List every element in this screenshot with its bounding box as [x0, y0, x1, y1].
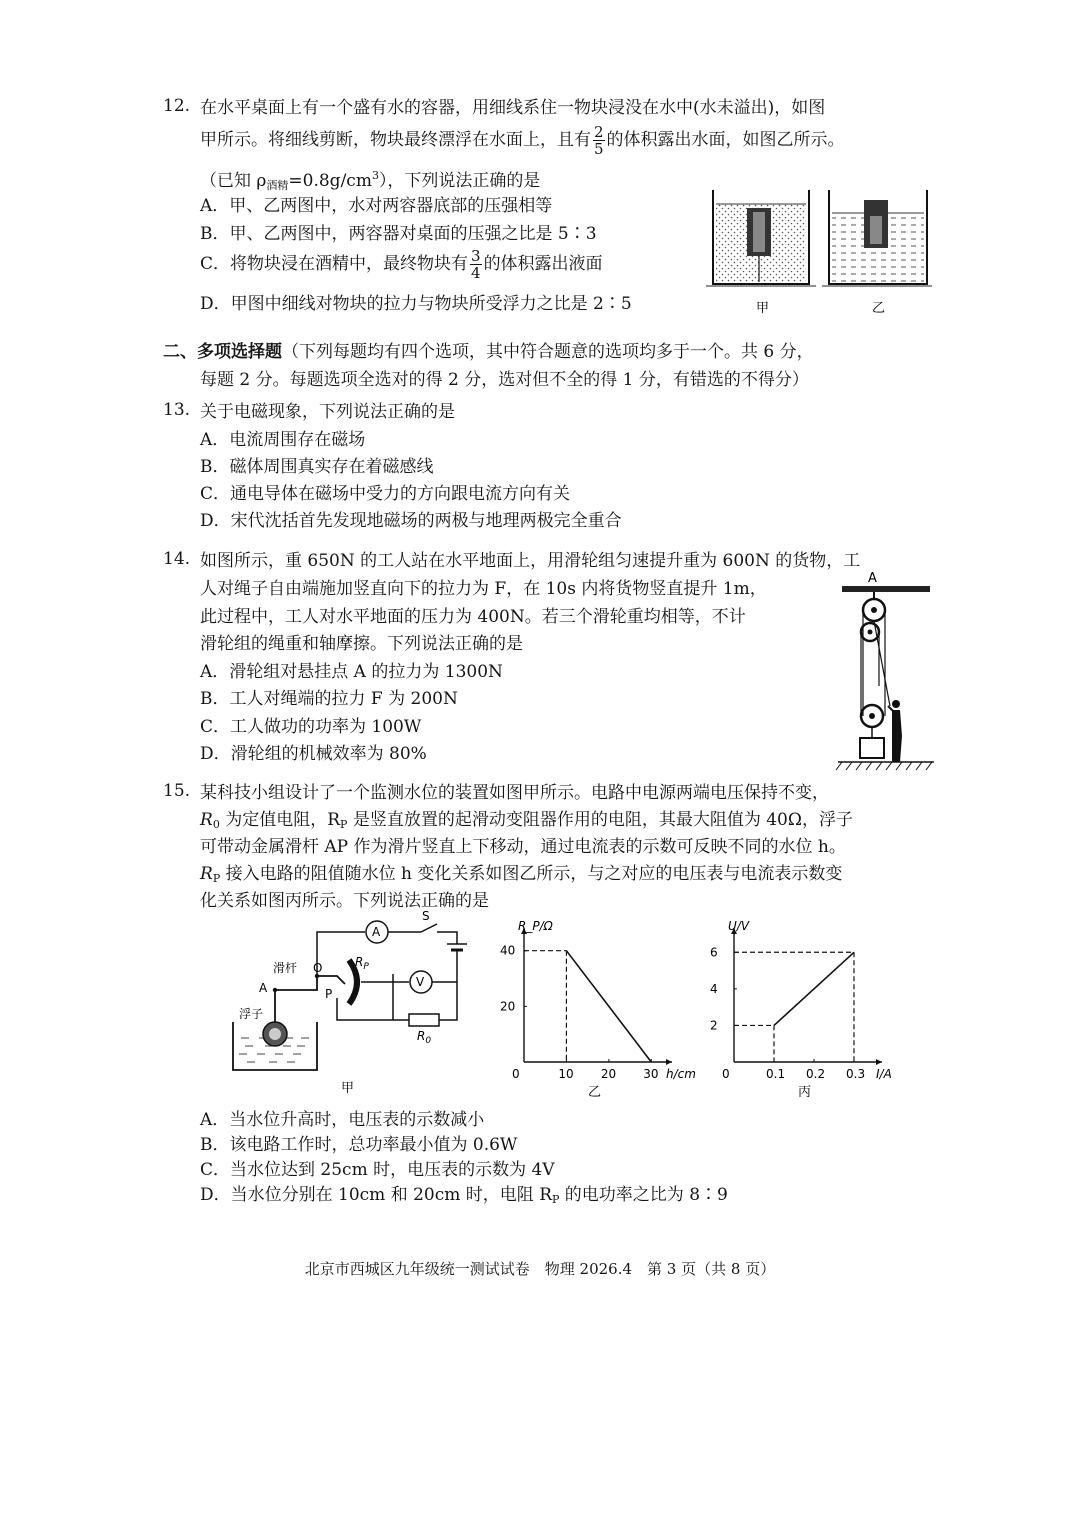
- slider-label: 滑杆: [273, 961, 298, 975]
- float-label: 浮子: [239, 1007, 264, 1021]
- x-tick-label: 10: [558, 1067, 574, 1081]
- container-jia: [706, 190, 816, 286]
- switch-s: [421, 924, 437, 932]
- x-axis-label: I/A: [876, 1067, 892, 1081]
- q15-option-b[interactable]: B．该电路工作时，总功率最小值为 0.6W: [200, 1135, 518, 1155]
- switch-label: S: [422, 909, 430, 923]
- r0-label: $R_0$: [417, 1029, 432, 1046]
- q13-option-c[interactable]: C．通电导体在磁场中受力的方向跟电流方向有关: [200, 484, 571, 504]
- worker-figure: [888, 700, 902, 762]
- q14-option-c[interactable]: C．工人做功的功率为 100W: [200, 717, 422, 737]
- fixed-pulley-top: [863, 599, 885, 621]
- q15-stem-line3: 可带动金属滑杆 AP 作为滑片竖直上下移动，通过电流表的示数可反映不同的水位 h。: [200, 837, 846, 857]
- y-axis-label: U/V: [728, 919, 750, 933]
- q14-pulley-figure: [830, 566, 940, 776]
- q12-containers-figure: [700, 180, 940, 320]
- q13-option-d[interactable]: D．宋代沈括首先发现地磁场的两极与地理两极完全重合: [200, 511, 622, 531]
- ceiling-beam: [842, 586, 930, 592]
- q15-stem-line2: $R_0$ 为定值电阻，$R_P$ 是竖直放置的起滑动变阻器作用的电阻，其最大阻值为 40Ω，浮子: [200, 810, 853, 831]
- q13-number: 13.: [163, 400, 191, 420]
- y-tick-label: 40: [500, 943, 516, 958]
- q12-option-c[interactable]: C．将物块浸在酒精中，最终物块有 $\frac{3}{4}$ 的体积露出液面: [200, 247, 603, 282]
- q13-option-b[interactable]: B．磁体周围真实存在着磁感线: [200, 457, 434, 477]
- x-tick-label: 0.1: [766, 1067, 786, 1081]
- q12-fraction-3-4: $\frac{3}{4}$: [471, 247, 481, 282]
- point-P-label: P: [325, 987, 333, 1001]
- section2-header-line2: 每题 2 分。每题选项全选对的得 2 分，选对但不全的得 1 分，有错选的不得分）: [200, 370, 809, 390]
- circuit-caption: 甲: [341, 1081, 355, 1096]
- chart-u-vs-i: [700, 920, 900, 1100]
- y-tick-label: 6: [710, 945, 718, 960]
- series-line-ui: [774, 952, 854, 1025]
- q14-option-d[interactable]: D．滑轮组的机械效率为 80%: [200, 744, 427, 764]
- q14-option-a[interactable]: A．滑轮组对悬挂点 A 的拉力为 1300N: [200, 662, 503, 682]
- q12-stem-line2: 甲所示。将细线剪断，物块最终漂浮在水面上，且有 $\frac{2}{5}$ 的体积露出水面，如图乙所示。: [200, 123, 845, 158]
- q12-fraction-2-5: $\frac{2}{5}$: [594, 123, 604, 158]
- q15-circuit-figure: [225, 910, 485, 1100]
- voltmeter-label: V: [416, 975, 425, 989]
- x-tick-label: 20: [600, 1067, 617, 1081]
- q15-option-c[interactable]: C．当水位达到 25cm 时，电压表的示数为 4V: [200, 1160, 555, 1180]
- container-yi: [822, 190, 932, 286]
- cargo-block: [860, 738, 884, 758]
- section2-header-line1: 二、多项选择题（下列每题均有四个选项，其中符合题意的选项均多于一个。共 6 分，: [163, 342, 814, 362]
- page-footer: 北京市西城区九年级统一测试试卷 物理 2026.4 第 3 页（共 8 页）: [304, 1260, 776, 1278]
- fig-label-jia: 甲: [756, 301, 770, 316]
- x-tick-label: 0: [512, 1067, 520, 1081]
- x-axis-arrow: [666, 1059, 672, 1065]
- x-tick-label: 0.2: [806, 1067, 826, 1081]
- x-axis-label: h/cm: [666, 1067, 696, 1081]
- suspension-point-label: A: [868, 571, 877, 586]
- movable-pulley: [861, 705, 883, 727]
- q15-option-d[interactable]: D．当水位分别在 10cm 和 20cm 时，电阻 $R_P$ 的电功率之比为 8∶9: [200, 1185, 728, 1206]
- y-tick-label: 2: [710, 1018, 718, 1033]
- q13-option-a[interactable]: A．电流周围存在磁场: [200, 430, 366, 450]
- q14-stem-line3: 此过程中，工人对水平地面的压力为 400N。若三个滑轮重均相等，不计: [200, 607, 746, 627]
- resistor-r0: [409, 1014, 439, 1026]
- rp-label: $R_P$: [355, 955, 369, 972]
- q14-stem-line1: 如图所示，重 650N 的工人站在水平地面上，用滑轮组匀速提升重为 600N 的货物，工: [200, 551, 861, 571]
- chart-rp-vs-h: [490, 919, 696, 1100]
- q15-stem-line1: 某科技小组设计了一个监测水位的装置如图甲所示。电路中电源两端电压保持不变，: [200, 783, 829, 803]
- q14-stem-line4: 滑轮组的绳重和轴摩擦。下列说法正确的是: [200, 634, 523, 654]
- x-tick-label: 30: [643, 1067, 659, 1081]
- q14-stem-line2: 人对绳子自由端施加竖直向下的拉力为 F，在 10s 内将货物竖直提升 1m，: [200, 579, 767, 599]
- chart-caption: 丙: [798, 1085, 812, 1100]
- q12-number: 12.: [163, 96, 191, 116]
- q15-stem-line5: 化关系如图丙所示。下列说法正确的是: [200, 891, 489, 911]
- series-line-rp: [566, 951, 651, 1062]
- fig-label-yi: 乙: [872, 301, 886, 316]
- q13-stem: 关于电磁现象，下列说法正确的是: [200, 402, 455, 422]
- x-axis-arrow: [876, 1059, 882, 1065]
- x-tick-label: 0: [722, 1067, 730, 1081]
- y-tick-label: 20: [500, 999, 516, 1014]
- q12-option-d[interactable]: D．甲图中细线对物块的拉力与物块所受浮力之比是 2∶5: [200, 294, 632, 314]
- slider-rod: [275, 976, 345, 1022]
- q15-option-a[interactable]: A．当水位升高时，电压表的示数减小: [200, 1110, 485, 1130]
- q12-option-a[interactable]: A．甲、乙两图中，水对两容器底部的压强相等: [200, 196, 553, 216]
- y-axis-label: R_P/Ω: [518, 919, 553, 933]
- q12-stem-line3: （已知 $\rho_{酒精}=0.8g/cm^3$），下列说法正确的是: [200, 169, 541, 192]
- ammeter-label: A: [372, 925, 381, 939]
- y-tick-label: 4: [710, 981, 718, 996]
- q12-option-b[interactable]: B．甲、乙两图中，两容器对桌面的压强之比是 5∶3: [200, 224, 597, 244]
- chart-caption: 乙: [588, 1085, 602, 1100]
- point-O-label: O: [313, 961, 323, 975]
- q14-option-b[interactable]: B．工人对绳端的拉力 F 为 200N: [200, 689, 458, 709]
- point-A-label: A: [259, 981, 268, 995]
- q15-stem-line4: $R_P$ 接入电路的阻值随水位 h 变化关系如图乙所示，与之对应的电压表与电流表示数变: [200, 864, 843, 885]
- q14-number: 14.: [163, 549, 191, 569]
- x-tick-label: 0.3: [846, 1067, 866, 1081]
- q15-number: 15.: [163, 781, 191, 801]
- q12-stem-line1: 在水平桌面上有一个盛有水的容器，用细线系住一物块浸没在水中(水未溢出)，如图: [200, 98, 826, 118]
